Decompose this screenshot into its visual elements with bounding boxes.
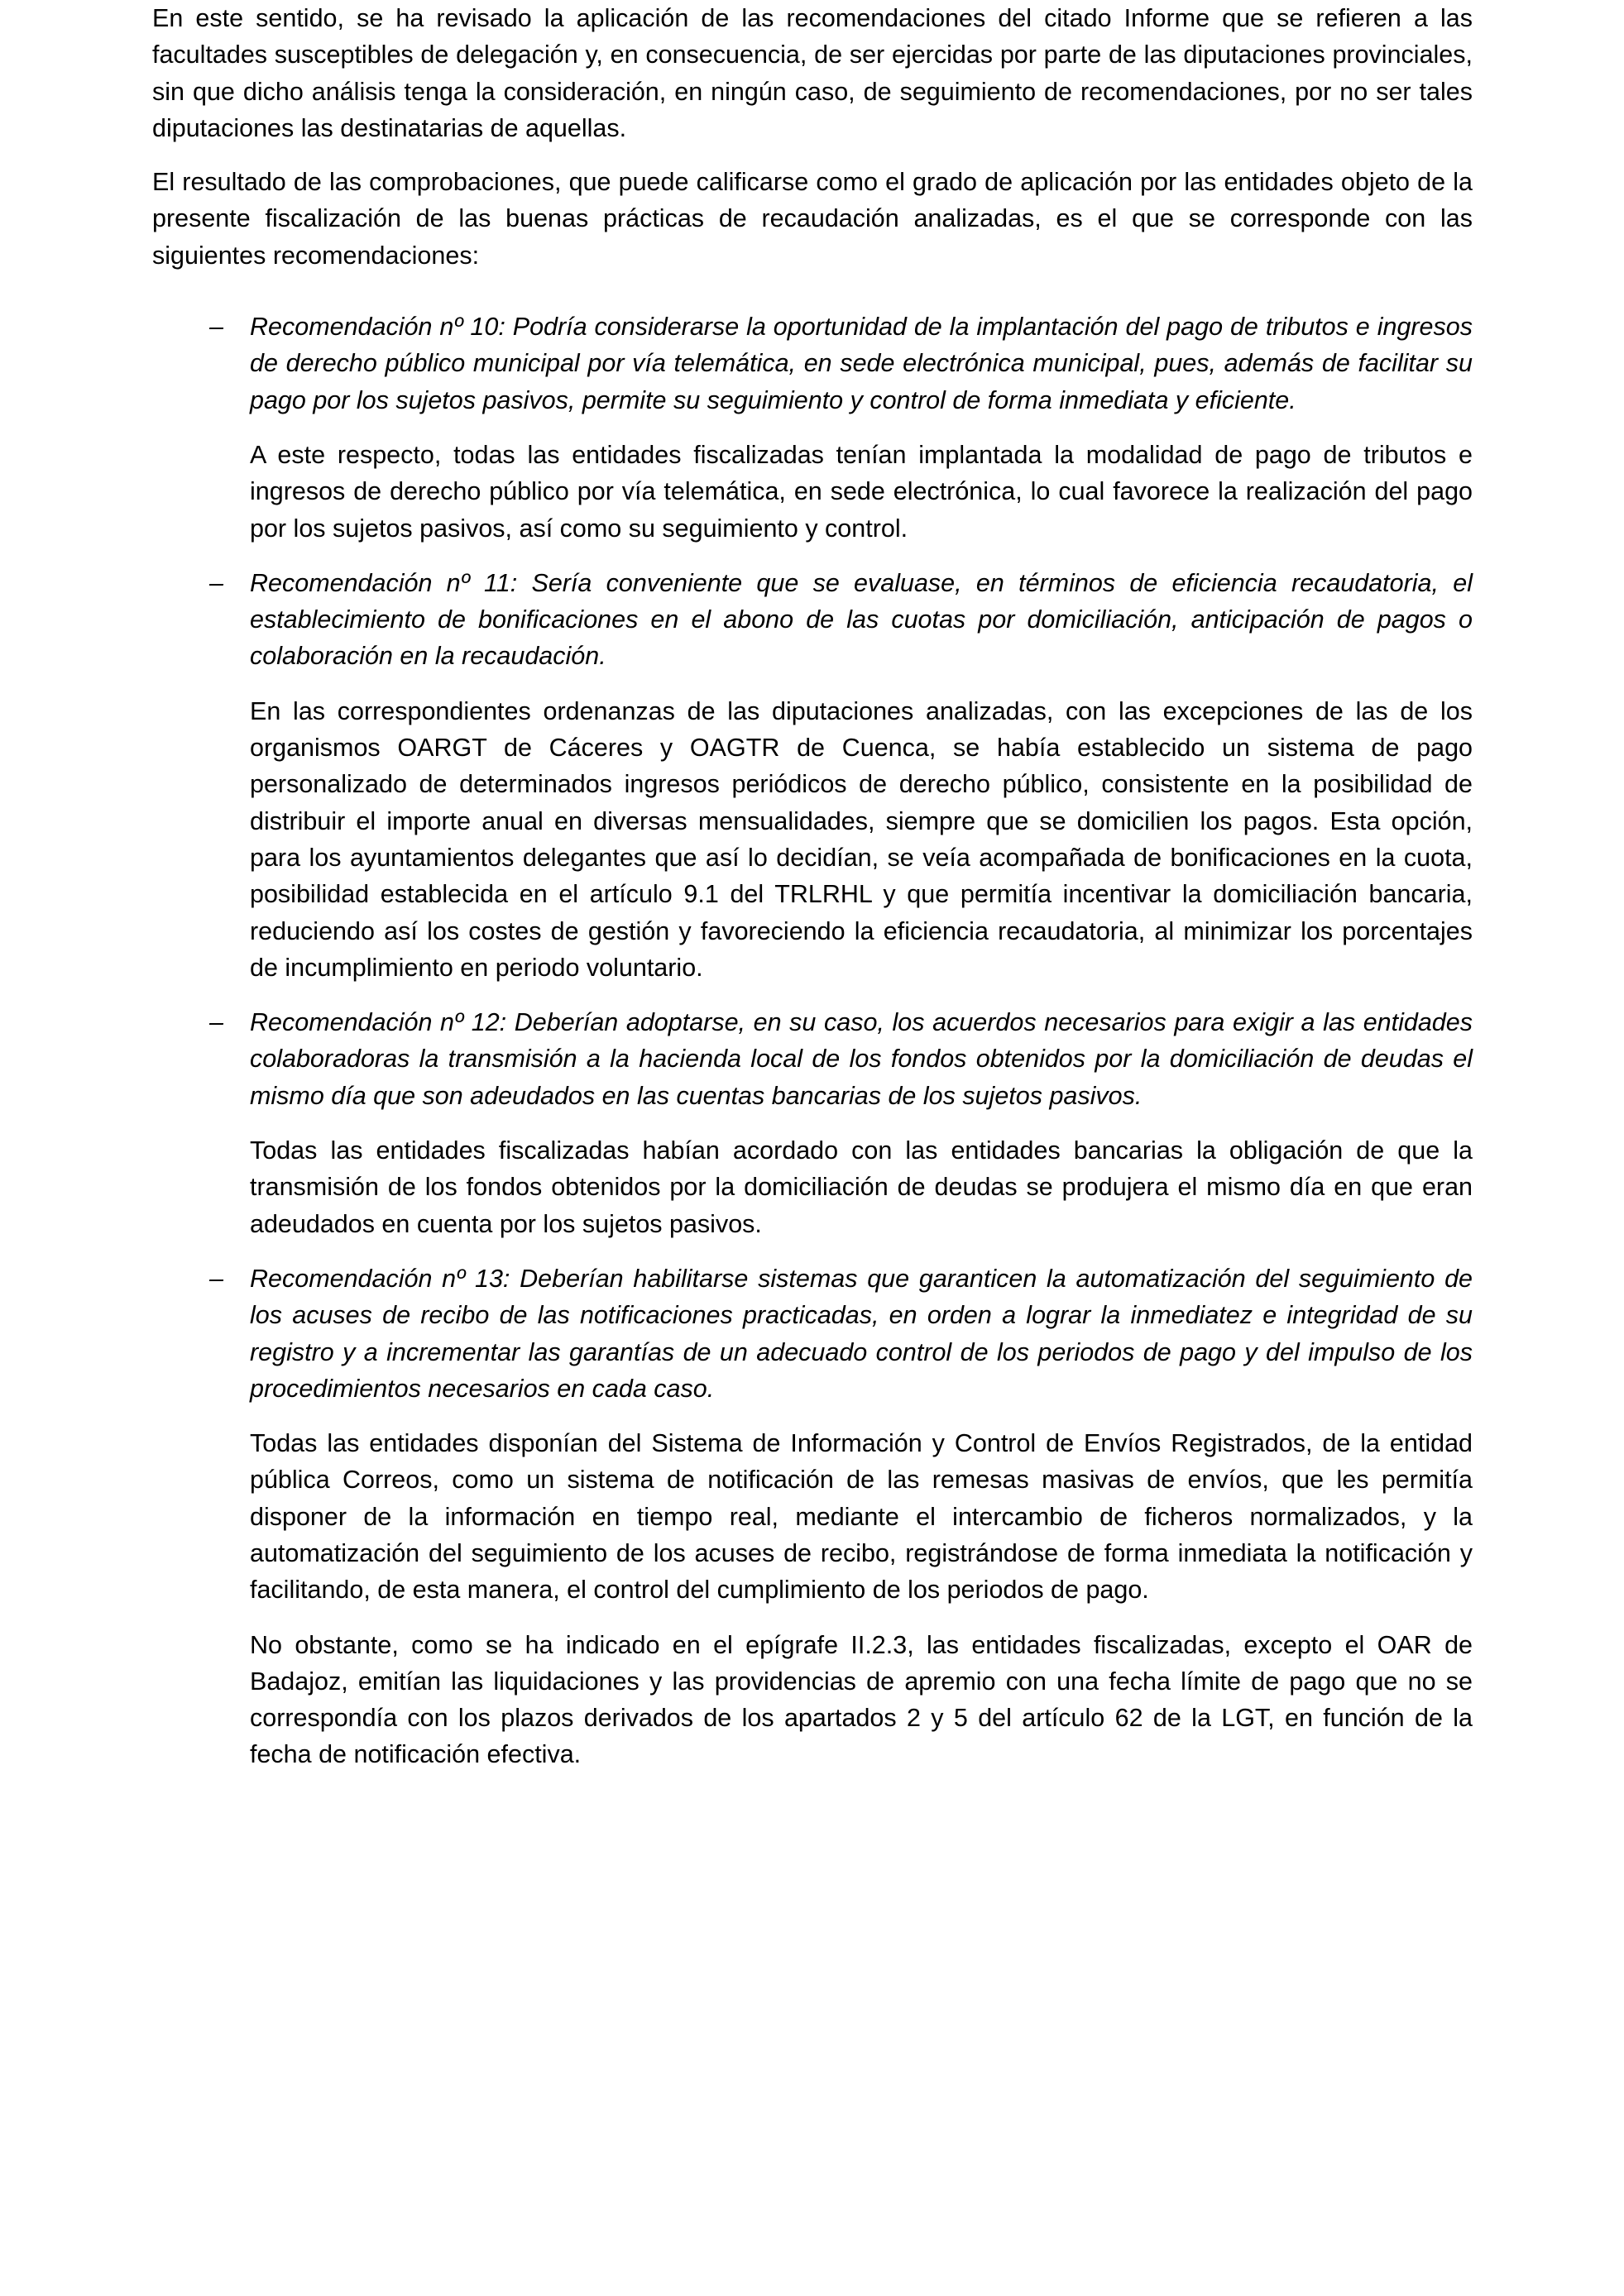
recommendation-row-11 [152,565,1473,675]
bullet-dash-icon: – [209,1264,223,1293]
bullet-dash-icon: – [209,568,223,597]
list-item-recomendacion-10 [152,309,1473,547]
recommendation-text-11: Recomendación nº 11: Sería conveniente que se evaluase, en términos de eficiencia recaudatoria, el establecimiento de bonificaciones en el abono de las cuotas por domiciliación, anticipación de pagos o colaboración en la recaudación. [250,568,1473,671]
recommendation-body-13-paragraph-1: Todas las entidades disponían del Sistema de Información y Control de Envíos Registrados, de la entidad pública Correos, como un sistema de notificación de las remesas masivas de envíos, que les permitía disponer de la información en tiempo real, mediante el intercambio de ficheros normalizados, y la automatización del seguimiento de los acuses de recibo, registrándose de forma inmediata la notificación y facilitando, de esta manera, el control del cumplimiento de los periodos de pago. [250,1429,1473,1605]
list-item-recomendacion-12 [152,1004,1473,1242]
list-top-spacer [152,291,1473,309]
recommendation-body-11-paragraph-1: En las correspondientes ordenanzas de las diputaciones analizadas, con las excepciones de las de los organismos OARGT de Cáceres y OAGTR de Cuenca, se había establecido un sistema de pago personalizado de determinados ingresos periódicos de derecho público, consistente en la posibilidad de distribuir el importe anual en diversas mensualidades, siempre que se domicilien los pagos. Esta opción, para los ayuntamientos delegantes que así lo decidían, se veía acompañada de bonificaciones en la cuota, posibilidad establecida en el artículo 9.1 del TRLRHL y que permitía incentivar la domiciliación bancaria, reduciendo así los costes de gestión y favoreciendo la eficiencia recaudatoria, al minimizar los porcentajes de incumplimiento en periodo voluntario. [250,696,1473,982]
recommendation-body-10-paragraph-1: A este respecto, todas las entidades fiscalizadas tenían implantada la modalidad de pago de tributos e ingresos de derecho público por vía telemática, en sede electrónica, lo cual favorece la realización del pago por los sujetos pasivos, así como su seguimiento y control. [250,440,1473,543]
recommendation-text-12: Recomendación nº 12: Deberían adoptarse, en su caso, los acuerdos necesarios para exigir a las entidades colaboradoras la transmisión a la hacienda local de los fondos obtenidos por la domiciliación de deudas el mismo día que son adeudados en las cuentas bancarias de los sujetos pasivos. [250,1008,1473,1110]
recommendation-text-13: Recomendación nº 13: Deberían habilitarse sistemas que garanticen la automatización del seguimiento de los acuses de recibo de las notificaciones practicadas, en orden a lograr la inmediatez e integridad de su registro y a incrementar las garantías de un adecuado control de los periodos de pago y del impulso de los procedimientos necesarios en cada caso. [250,1264,1473,1403]
recommendation-body-12-paragraph-1: Todas las entidades fiscalizadas habían acordado con las entidades bancarias la obligación de que la transmisión de los fondos obtenidos por la domiciliación de deudas se produjera el mismo día en que eran adeudados en cuenta por los sujetos pasivos. [250,1136,1473,1238]
intro-paragraph-1: En este sentido, se ha revisado la aplicación de las recomendaciones del citado Informe que se refieren a las facultades susceptibles de delegación y, en consecuencia, de ser ejercidas por parte de las diputaciones provinciales, sin que dicho análisis tenga la consideración, en ningún caso, de seguimiento de recomendaciones, por no ser tales diputaciones las destinatarias de aquellas. [152,4,1473,142]
recommendation-text-10: Recomendación nº 10: Podría considerarse la oportunidad de la implantación del pago de tributos e ingresos de derecho público municipal por vía telemática, en sede electrónica municipal, pues, además de facilitar su pago por los sujetos pasivos, permite su seguimiento y control de forma inmediata y eficiente. [250,313,1473,414]
page-content-column [152,0,1473,1773]
recommendations-list [152,309,1473,1773]
bullet-dash-icon: – [209,1008,223,1037]
intro-paragraph-2: El resultado de las comprobaciones, que puede calificarse como el grado de aplicación por las entidades objeto de la presente fiscalización de las buenas prácticas de recaudación analizadas, es el que se corresponde con las siguientes recomendaciones: [152,168,1473,270]
list-item-recomendacion-11 [152,565,1473,986]
bullet-dash-icon: – [209,313,223,342]
recommendation-row-12 [152,1004,1473,1114]
list-item-recomendacion-13 [152,1260,1473,1773]
recommendation-row-10 [152,309,1473,419]
recommendation-body-13-paragraph-2: No obstante, como se ha indicado en el epígrafe II.2.3, las entidades fiscalizadas, excepto el OAR de Badajoz, emitían las liquidaciones y las providencias de apremio con una fecha límite de pago que no se correspondía con los plazos derivados de los apartados 2 y 5 del artículo 62 de la LGT, en función de la fecha de notificación efectiva. [250,1630,1473,1769]
recommendation-row-13 [152,1260,1473,1407]
